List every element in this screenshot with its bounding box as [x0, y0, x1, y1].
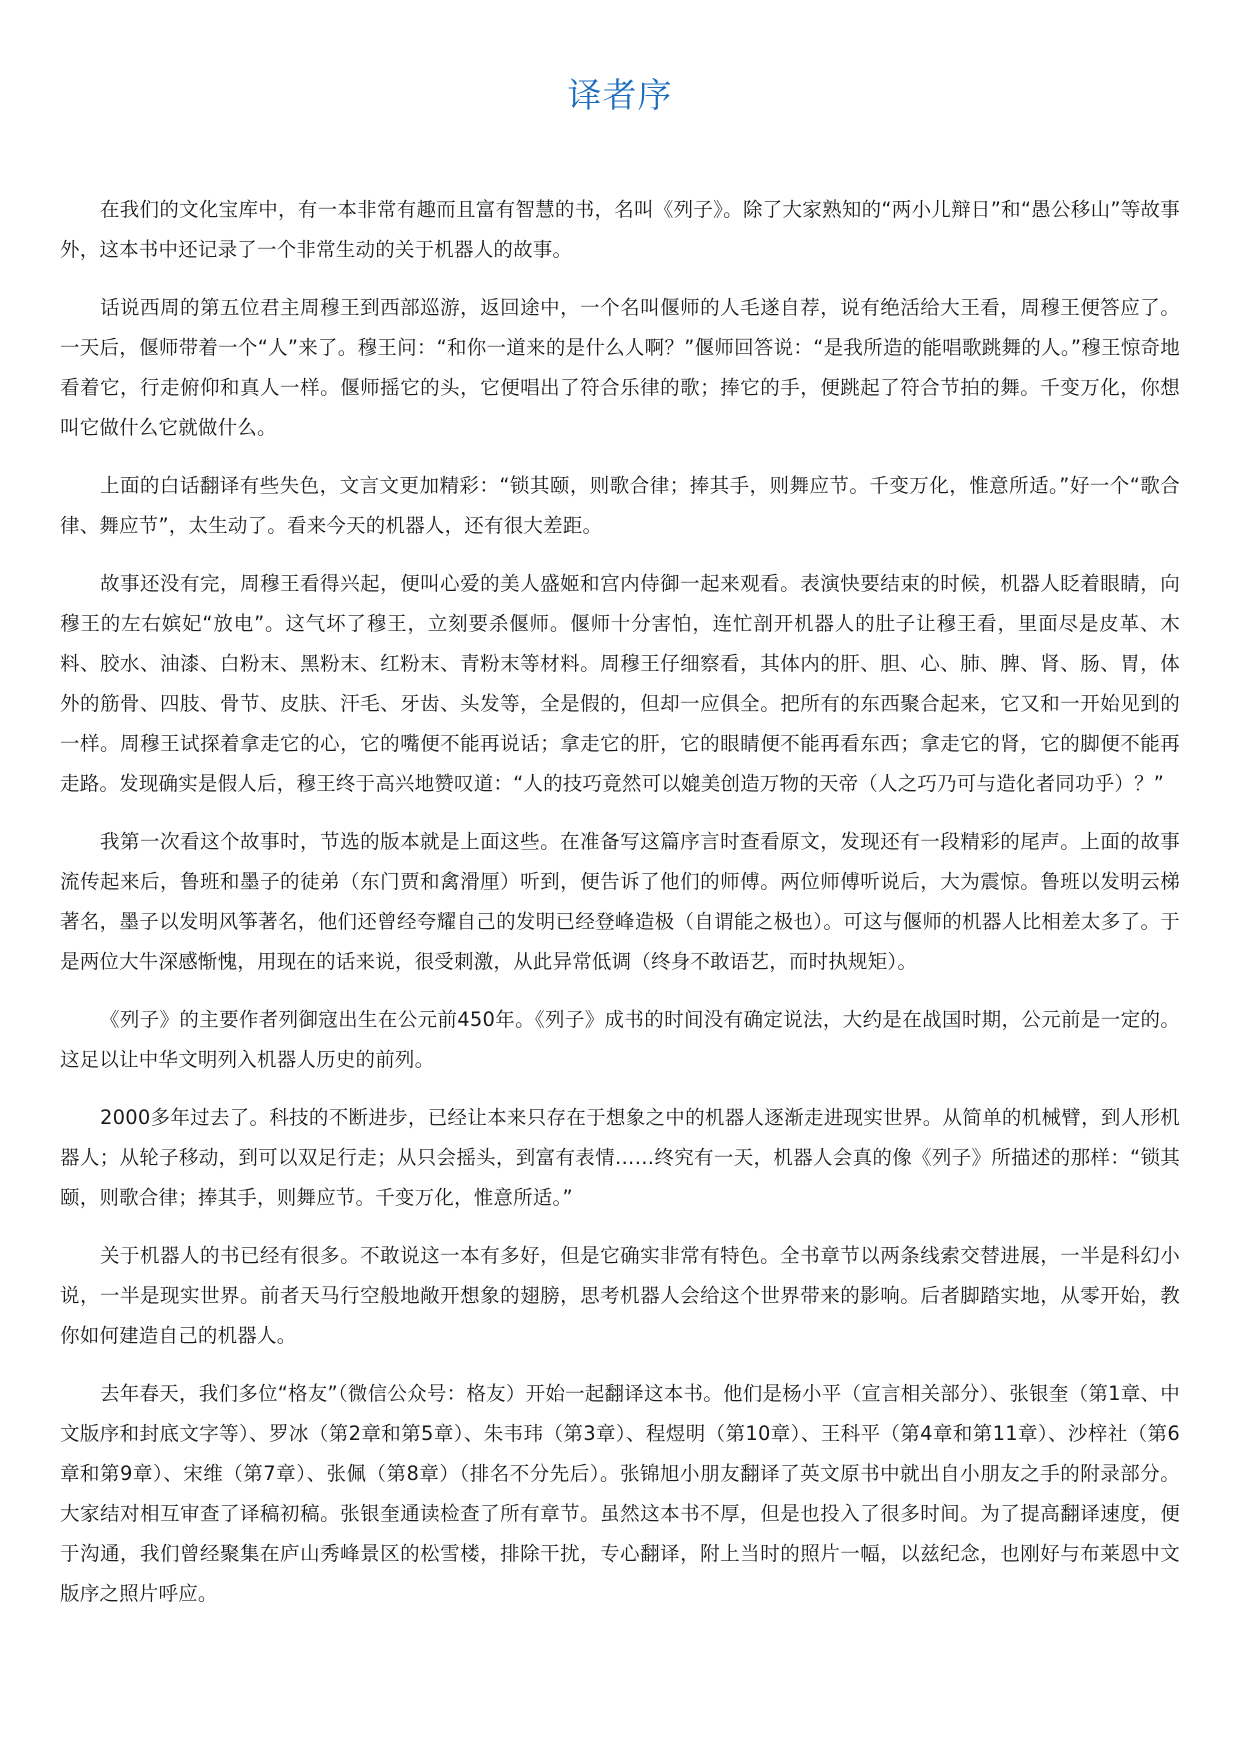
paragraph: 我第一次看这个故事时，节选的版本就是上面这些。在准备写这篇序言时查看原文，发现还有一段精彩的尾声。上面的故事流传起来后，鲁班和墨子的徒弟（东门贾和禽滑厘）听到，便告诉了他们的师傅。两位师傅听说后，大为震惊。鲁班以发明云梯著名，墨子以发明风筝著名，他们还曾经夸耀自己的发明已经登峰造极（自谓能之极也）。可这与偃师的机器人比相差太多了。于是两位大牛深感惭愧，用现在的话来说，很受刺激，从此异常低调（终身不敢语艺，而时执规矩）。 [60, 830, 1180, 973]
paragraph: 《列子》的主要作者列御寇出生在公元前450年。《列子》成书的时间没有确定说法，大约是在战国时期，公元前是一定的。这足以让中华文明列入机器人历史的前列。 [60, 1008, 1180, 1071]
paragraph: 在我们的文化宝库中，有一本非常有趣而且富有智慧的书，名叫《列子》。除了大家熟知的“两小儿辩日”和“愚公移山”等故事外，这本书中还记录了一个非常生动的关于机器人的故事。 [60, 198, 1180, 261]
paragraph: 关于机器人的书已经有很多。不敢说这一本有多好，但是它确实非常有特色。全书章节以两条线索交替进展，一半是科幻小说，一半是现实世界。前者天马行空般地敞开想象的翅膀，思考机器人会给这个世界带来的影响。后者脚踏实地，从零开始，教你如何建造自己的机器人。 [60, 1244, 1180, 1347]
paragraph: 故事还没有完，周穆王看得兴起，便叫心爱的美人盛姬和宫内侍御一起来观看。表演快要结束的时候，机器人眨着眼睛，向穆王的左右嫔妃“放电”。这气坏了穆王，立刻要杀偃师。偃师十分害怕，连忙剖开机器人的肚子让穆王看，里面尽是皮革、木料、胶水、油漆、白粉末、黑粉末、红粉末、青粉末等材料。周穆王仔细察看，其体内的肝、胆、心、肺、脾、肾、肠、胃，体外的筋骨、四肢、骨节、皮肤、汗毛、牙齿、头发等，全是假的，但却一应俱全。把所有的东西聚合起来，它又和一开始见到的一样。周穆王试探着拿走它的心，它的嘴便不能再说话；拿走它的肝，它的眼睛便不能再看东西；拿走它的肾，它的脚便不能再走路。发现确实是假人后，穆王终于高兴地赞叹道：“人的技巧竟然可以媲美创造万物的天帝（人之巧乃可与造化者同功乎）？” [60, 572, 1180, 795]
paragraph: 话说西周的第五位君主周穆王到西部巡游，返回途中，一个名叫偃师的人毛遂自荐，说有绝活给大王看，周穆王便答应了。一天后，偃师带着一个“人”来了。穆王问：“和你一道来的是什么人啊？”偃师回答说：“是我所造的能唱歌跳舞的人。”穆王惊奇地看着它，行走俯仰和真人一样。偃师摇它的头，它便唱出了符合乐律的歌；捧它的手，便跳起了符合节拍的舞。千变万化，你想叫它做什么它就做什么。 [60, 296, 1180, 439]
paragraph: 上面的白话翻译有些失色，文言文更加精彩：“锁其颐，则歌合律；捧其手，则舞应节。千变万化，惟意所适。”好一个“歌合律、舞应节”，太生动了。看来今天的机器人，还有很大差距。 [60, 474, 1180, 537]
document-body [60, 190, 1180, 1632]
paragraph: 去年春天，我们多位“格友”（微信公众号：格友）开始一起翻译这本书。他们是杨小平（宣言相关部分）、张银奎（第1章、中文版序和封底文字等）、罗冰（第2章和第5章）、朱韦玮（第3章）、程煜明（第10章）、王科平（第4章和第11章）、沙梓社（第6章和第9章）、宋维（第7章）、张佩（第8章）（排名不分先后）。张锦旭小朋友翻译了英文原书中就出自小朋友之手的附录部分。大家结对相互审查了译稿初稿。张银奎通读检查了所有章节。虽然这本书不厚，但是也投入了很多时间。为了提高翻译速度，便于沟通，我们曾经聚集在庐山秀峰景区的松雪楼，排除干扰，专心翻译，附上当时的照片一幅，以兹纪念，也刚好与布莱恩中文版序之照片呼应。 [60, 1382, 1180, 1605]
page-title: 译者序 [567, 76, 673, 116]
paragraph: 2000多年过去了。科技的不断进步，已经让本来只存在于想象之中的机器人逐渐走进现实世界。从简单的机械臂，到人形机器人；从轮子移动，到可以双足行走；从只会摇头，到富有表情……终究有一天，机器人会真的像《列子》所描述的那样：“锁其颐，则歌合律；捧其手，则舞应节。千变万化，惟意所适。” [60, 1106, 1180, 1209]
